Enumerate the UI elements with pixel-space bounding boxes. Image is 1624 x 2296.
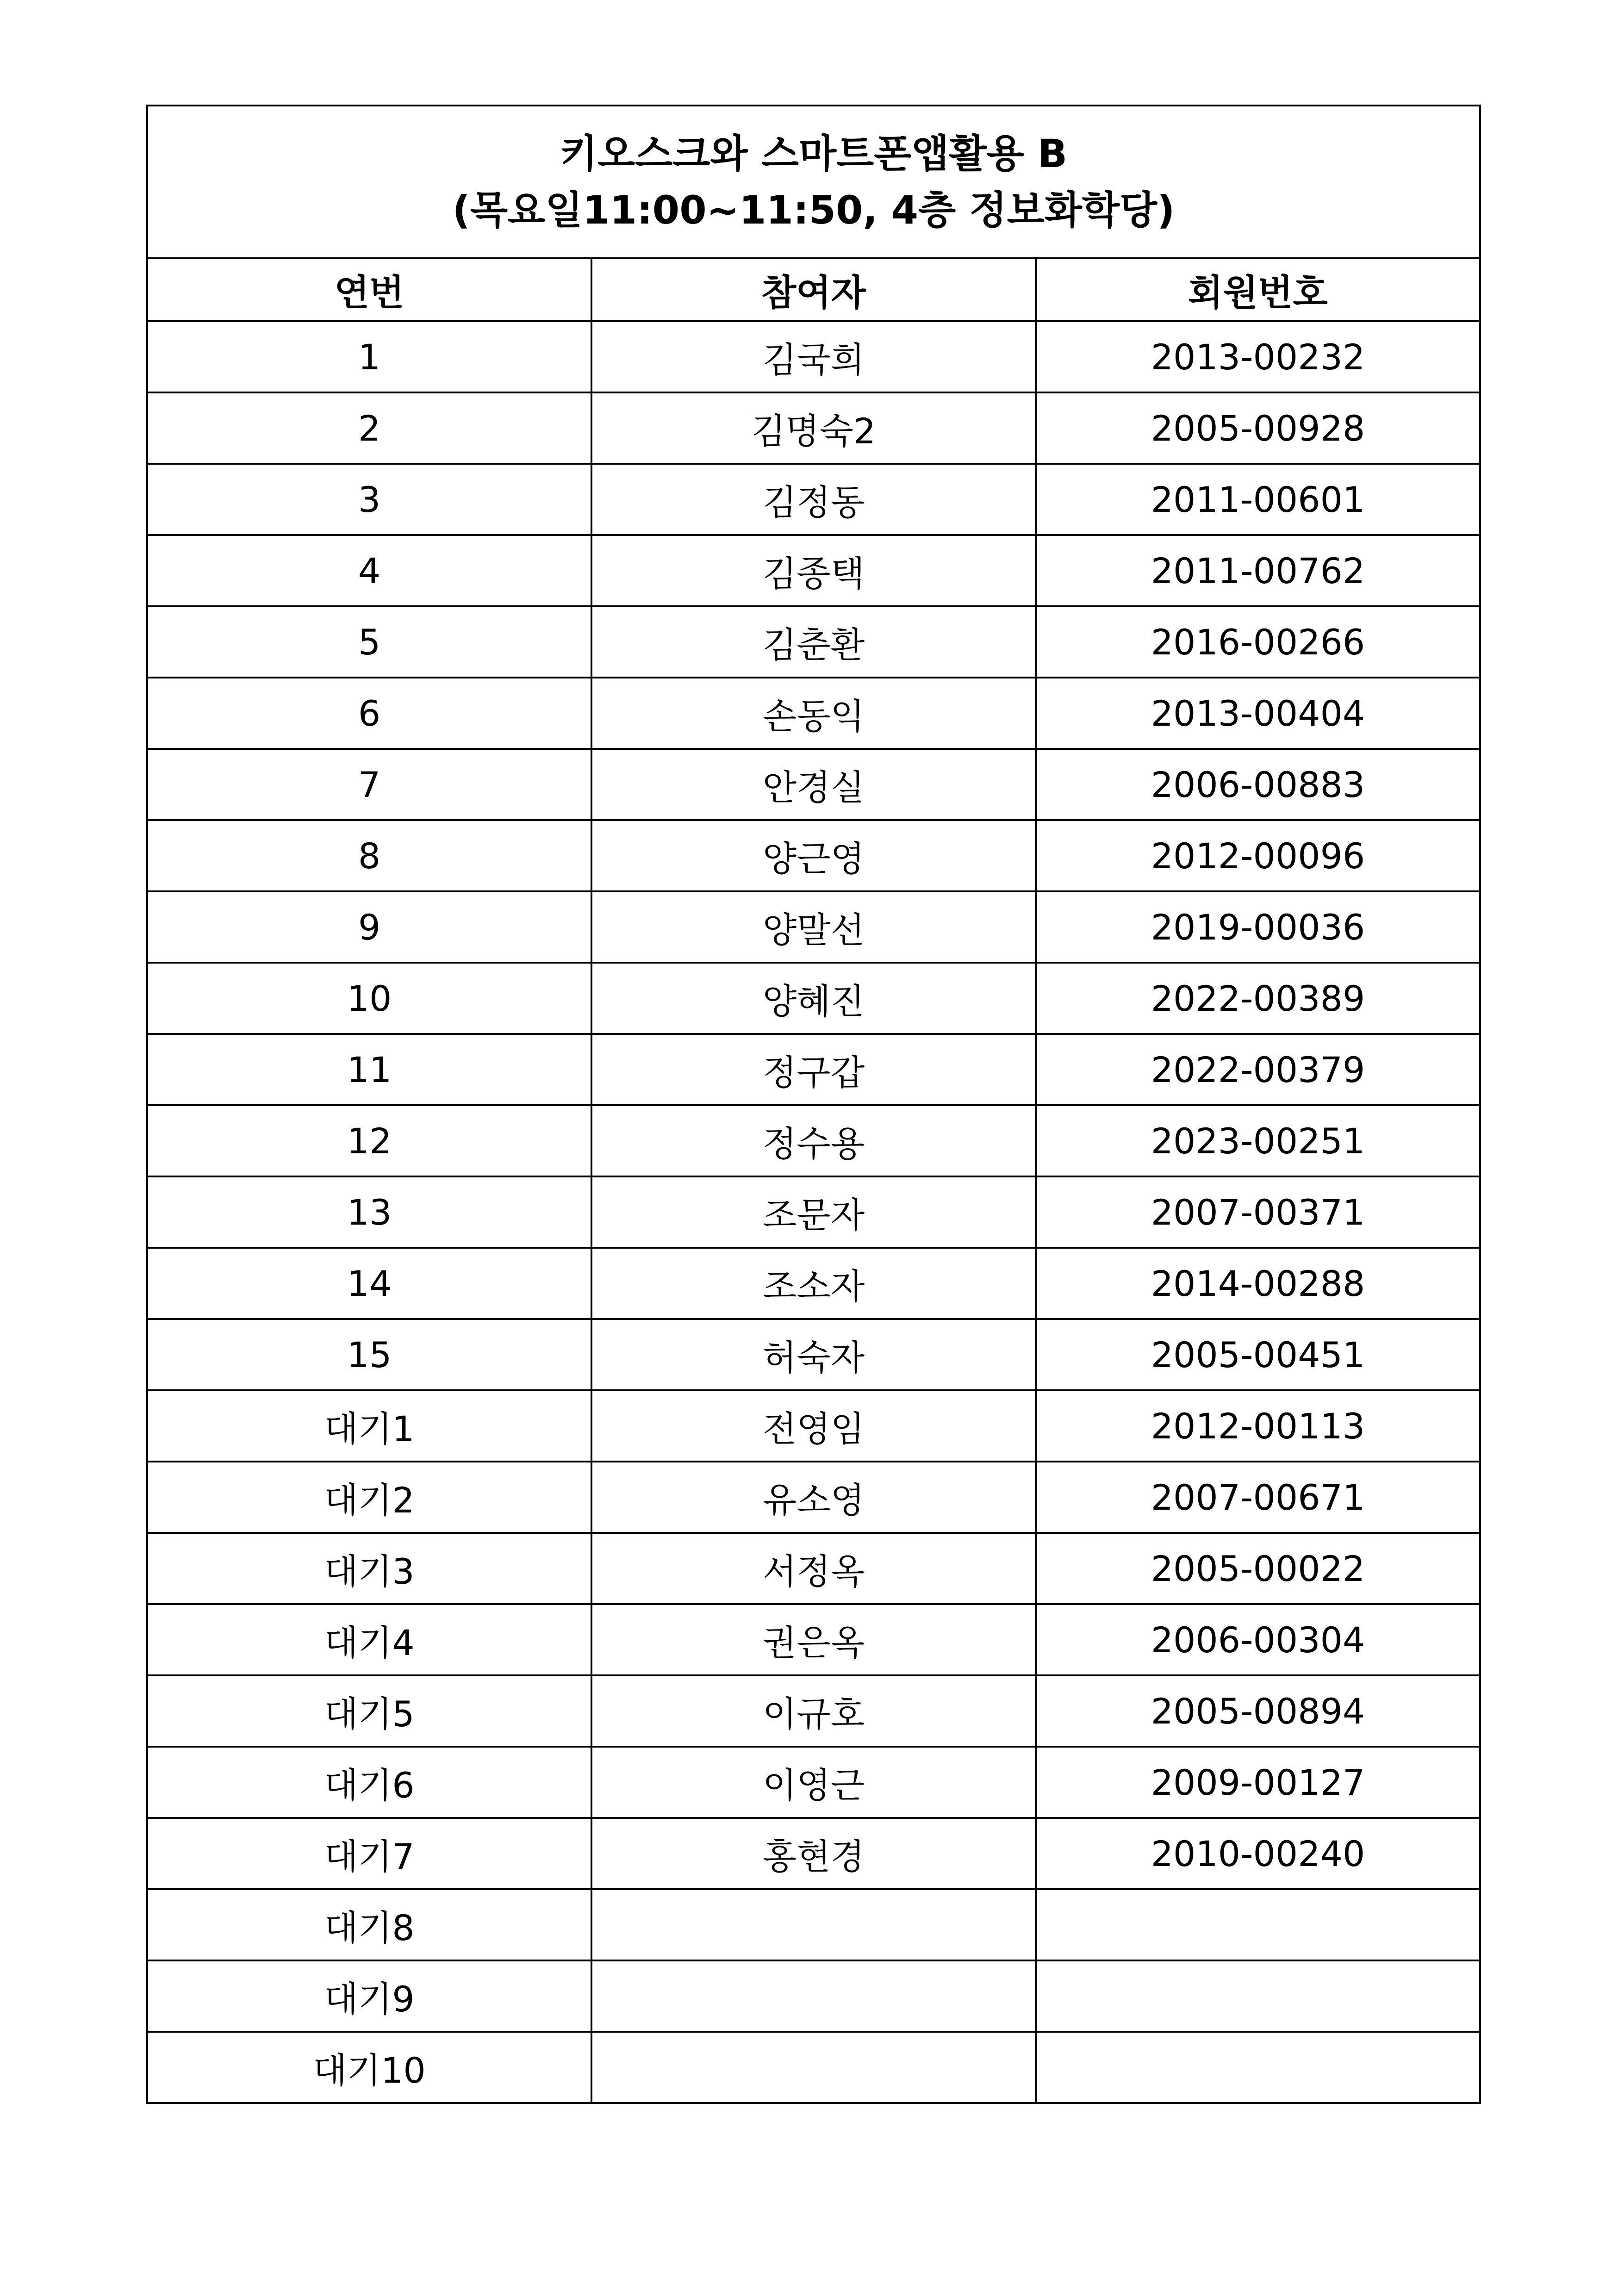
cell-participant: 양근영	[591, 820, 1036, 891]
table-row	[147, 678, 1480, 749]
table-row	[147, 464, 1480, 535]
table-row	[147, 1319, 1480, 1390]
cell-member-id: 2013-00232	[1036, 321, 1480, 392]
cell-number: 1	[147, 321, 591, 392]
cell-participant: 손동익	[591, 678, 1036, 749]
cell-member-id: 2005-00894	[1036, 1675, 1480, 1747]
cell-number: 15	[147, 1319, 591, 1390]
cell-number: 대기2	[147, 1462, 591, 1533]
cell-number: 3	[147, 464, 591, 535]
cell-number: 11	[147, 1034, 591, 1105]
table-row	[147, 820, 1480, 891]
cell-number: 7	[147, 749, 591, 820]
cell-member-id: 2007-00671	[1036, 1462, 1480, 1533]
cell-participant: 안경실	[591, 749, 1036, 820]
cell-member-id: 2006-00883	[1036, 749, 1480, 820]
cell-number: 6	[147, 678, 591, 749]
cell-number: 13	[147, 1176, 591, 1248]
cell-participant: 김국희	[591, 321, 1036, 392]
cell-member-id	[1036, 1889, 1480, 1960]
cell-number: 대기9	[147, 1960, 591, 2032]
cell-participant: 이영근	[591, 1747, 1036, 1818]
title-line-2: (목요일11:00~11:50, 4층 정보화학당)	[452, 187, 1175, 233]
table-row	[147, 1818, 1480, 1889]
cell-member-id: 2009-00127	[1036, 1747, 1480, 1818]
table-row	[147, 1034, 1480, 1105]
cell-number: 8	[147, 820, 591, 891]
cell-participant: 허숙자	[591, 1319, 1036, 1390]
column-header-member-id: 회원번호	[1036, 258, 1480, 321]
table-row	[147, 963, 1480, 1034]
table-row	[147, 1960, 1480, 2032]
cell-participant: 조소자	[591, 1248, 1036, 1319]
column-header-number: 연번	[147, 258, 591, 321]
cell-member-id: 2010-00240	[1036, 1818, 1480, 1889]
cell-participant	[591, 1889, 1036, 1960]
cell-member-id	[1036, 2032, 1480, 2103]
cell-participant: 김명숙2	[591, 392, 1036, 464]
table-row	[147, 1675, 1480, 1747]
cell-number: 4	[147, 535, 591, 606]
table-row	[147, 321, 1480, 392]
cell-member-id: 2006-00304	[1036, 1604, 1480, 1675]
table-row	[147, 1462, 1480, 1533]
cell-member-id: 2014-00288	[1036, 1248, 1480, 1319]
roster-table	[146, 105, 1481, 2104]
cell-member-id: 2011-00601	[1036, 464, 1480, 535]
table-row	[147, 1533, 1480, 1604]
cell-participant: 홍현경	[591, 1818, 1036, 1889]
cell-member-id: 2023-00251	[1036, 1105, 1480, 1176]
cell-member-id: 2012-00096	[1036, 820, 1480, 891]
cell-member-id: 2019-00036	[1036, 891, 1480, 963]
cell-participant: 정수용	[591, 1105, 1036, 1176]
table-row	[147, 392, 1480, 464]
roster-body	[147, 321, 1480, 2103]
cell-number: 12	[147, 1105, 591, 1176]
cell-member-id: 2005-00022	[1036, 1533, 1480, 1604]
cell-member-id: 2007-00371	[1036, 1176, 1480, 1248]
table-row	[147, 1747, 1480, 1818]
cell-number: 9	[147, 891, 591, 963]
cell-number: 대기8	[147, 1889, 591, 1960]
cell-participant: 서정옥	[591, 1533, 1036, 1604]
column-header-participant: 참여자	[591, 258, 1036, 321]
roster-sheet	[146, 105, 1479, 2104]
cell-number: 대기4	[147, 1604, 591, 1675]
cell-participant: 김종택	[591, 535, 1036, 606]
cell-participant	[591, 1960, 1036, 2032]
table-row	[147, 1604, 1480, 1675]
cell-participant: 전영임	[591, 1390, 1036, 1462]
cell-number: 5	[147, 606, 591, 678]
cell-participant: 양혜진	[591, 963, 1036, 1034]
header-row	[147, 258, 1480, 321]
cell-participant: 김정동	[591, 464, 1036, 535]
cell-number: 10	[147, 963, 591, 1034]
table-row	[147, 1105, 1480, 1176]
cell-member-id	[1036, 1960, 1480, 2032]
cell-member-id: 2011-00762	[1036, 535, 1480, 606]
cell-participant: 양말선	[591, 891, 1036, 963]
table-row	[147, 1248, 1480, 1319]
page-title	[147, 106, 1480, 258]
cell-number: 14	[147, 1248, 591, 1319]
cell-number: 2	[147, 392, 591, 464]
title-line-1: 키오스크와 스마트폰앱활용 B	[560, 131, 1068, 176]
table-row	[147, 1176, 1480, 1248]
cell-member-id: 2022-00379	[1036, 1034, 1480, 1105]
cell-participant: 조문자	[591, 1176, 1036, 1248]
cell-participant: 이규호	[591, 1675, 1036, 1747]
cell-participant: 김춘환	[591, 606, 1036, 678]
cell-number: 대기6	[147, 1747, 591, 1818]
table-row	[147, 749, 1480, 820]
cell-member-id: 2012-00113	[1036, 1390, 1480, 1462]
cell-member-id: 2013-00404	[1036, 678, 1480, 749]
cell-member-id: 2022-00389	[1036, 963, 1480, 1034]
cell-participant: 권은옥	[591, 1604, 1036, 1675]
cell-number: 대기1	[147, 1390, 591, 1462]
table-row	[147, 1390, 1480, 1462]
table-row	[147, 2032, 1480, 2103]
cell-participant	[591, 2032, 1036, 2103]
table-row	[147, 535, 1480, 606]
cell-member-id: 2005-00928	[1036, 392, 1480, 464]
cell-number: 대기7	[147, 1818, 591, 1889]
table-row	[147, 606, 1480, 678]
cell-number: 대기10	[147, 2032, 591, 2103]
table-row	[147, 891, 1480, 963]
cell-participant: 유소영	[591, 1462, 1036, 1533]
title-row	[147, 106, 1480, 258]
cell-member-id: 2016-00266	[1036, 606, 1480, 678]
cell-participant: 정구갑	[591, 1034, 1036, 1105]
cell-number: 대기5	[147, 1675, 591, 1747]
table-row	[147, 1889, 1480, 1960]
cell-number: 대기3	[147, 1533, 591, 1604]
cell-member-id: 2005-00451	[1036, 1319, 1480, 1390]
